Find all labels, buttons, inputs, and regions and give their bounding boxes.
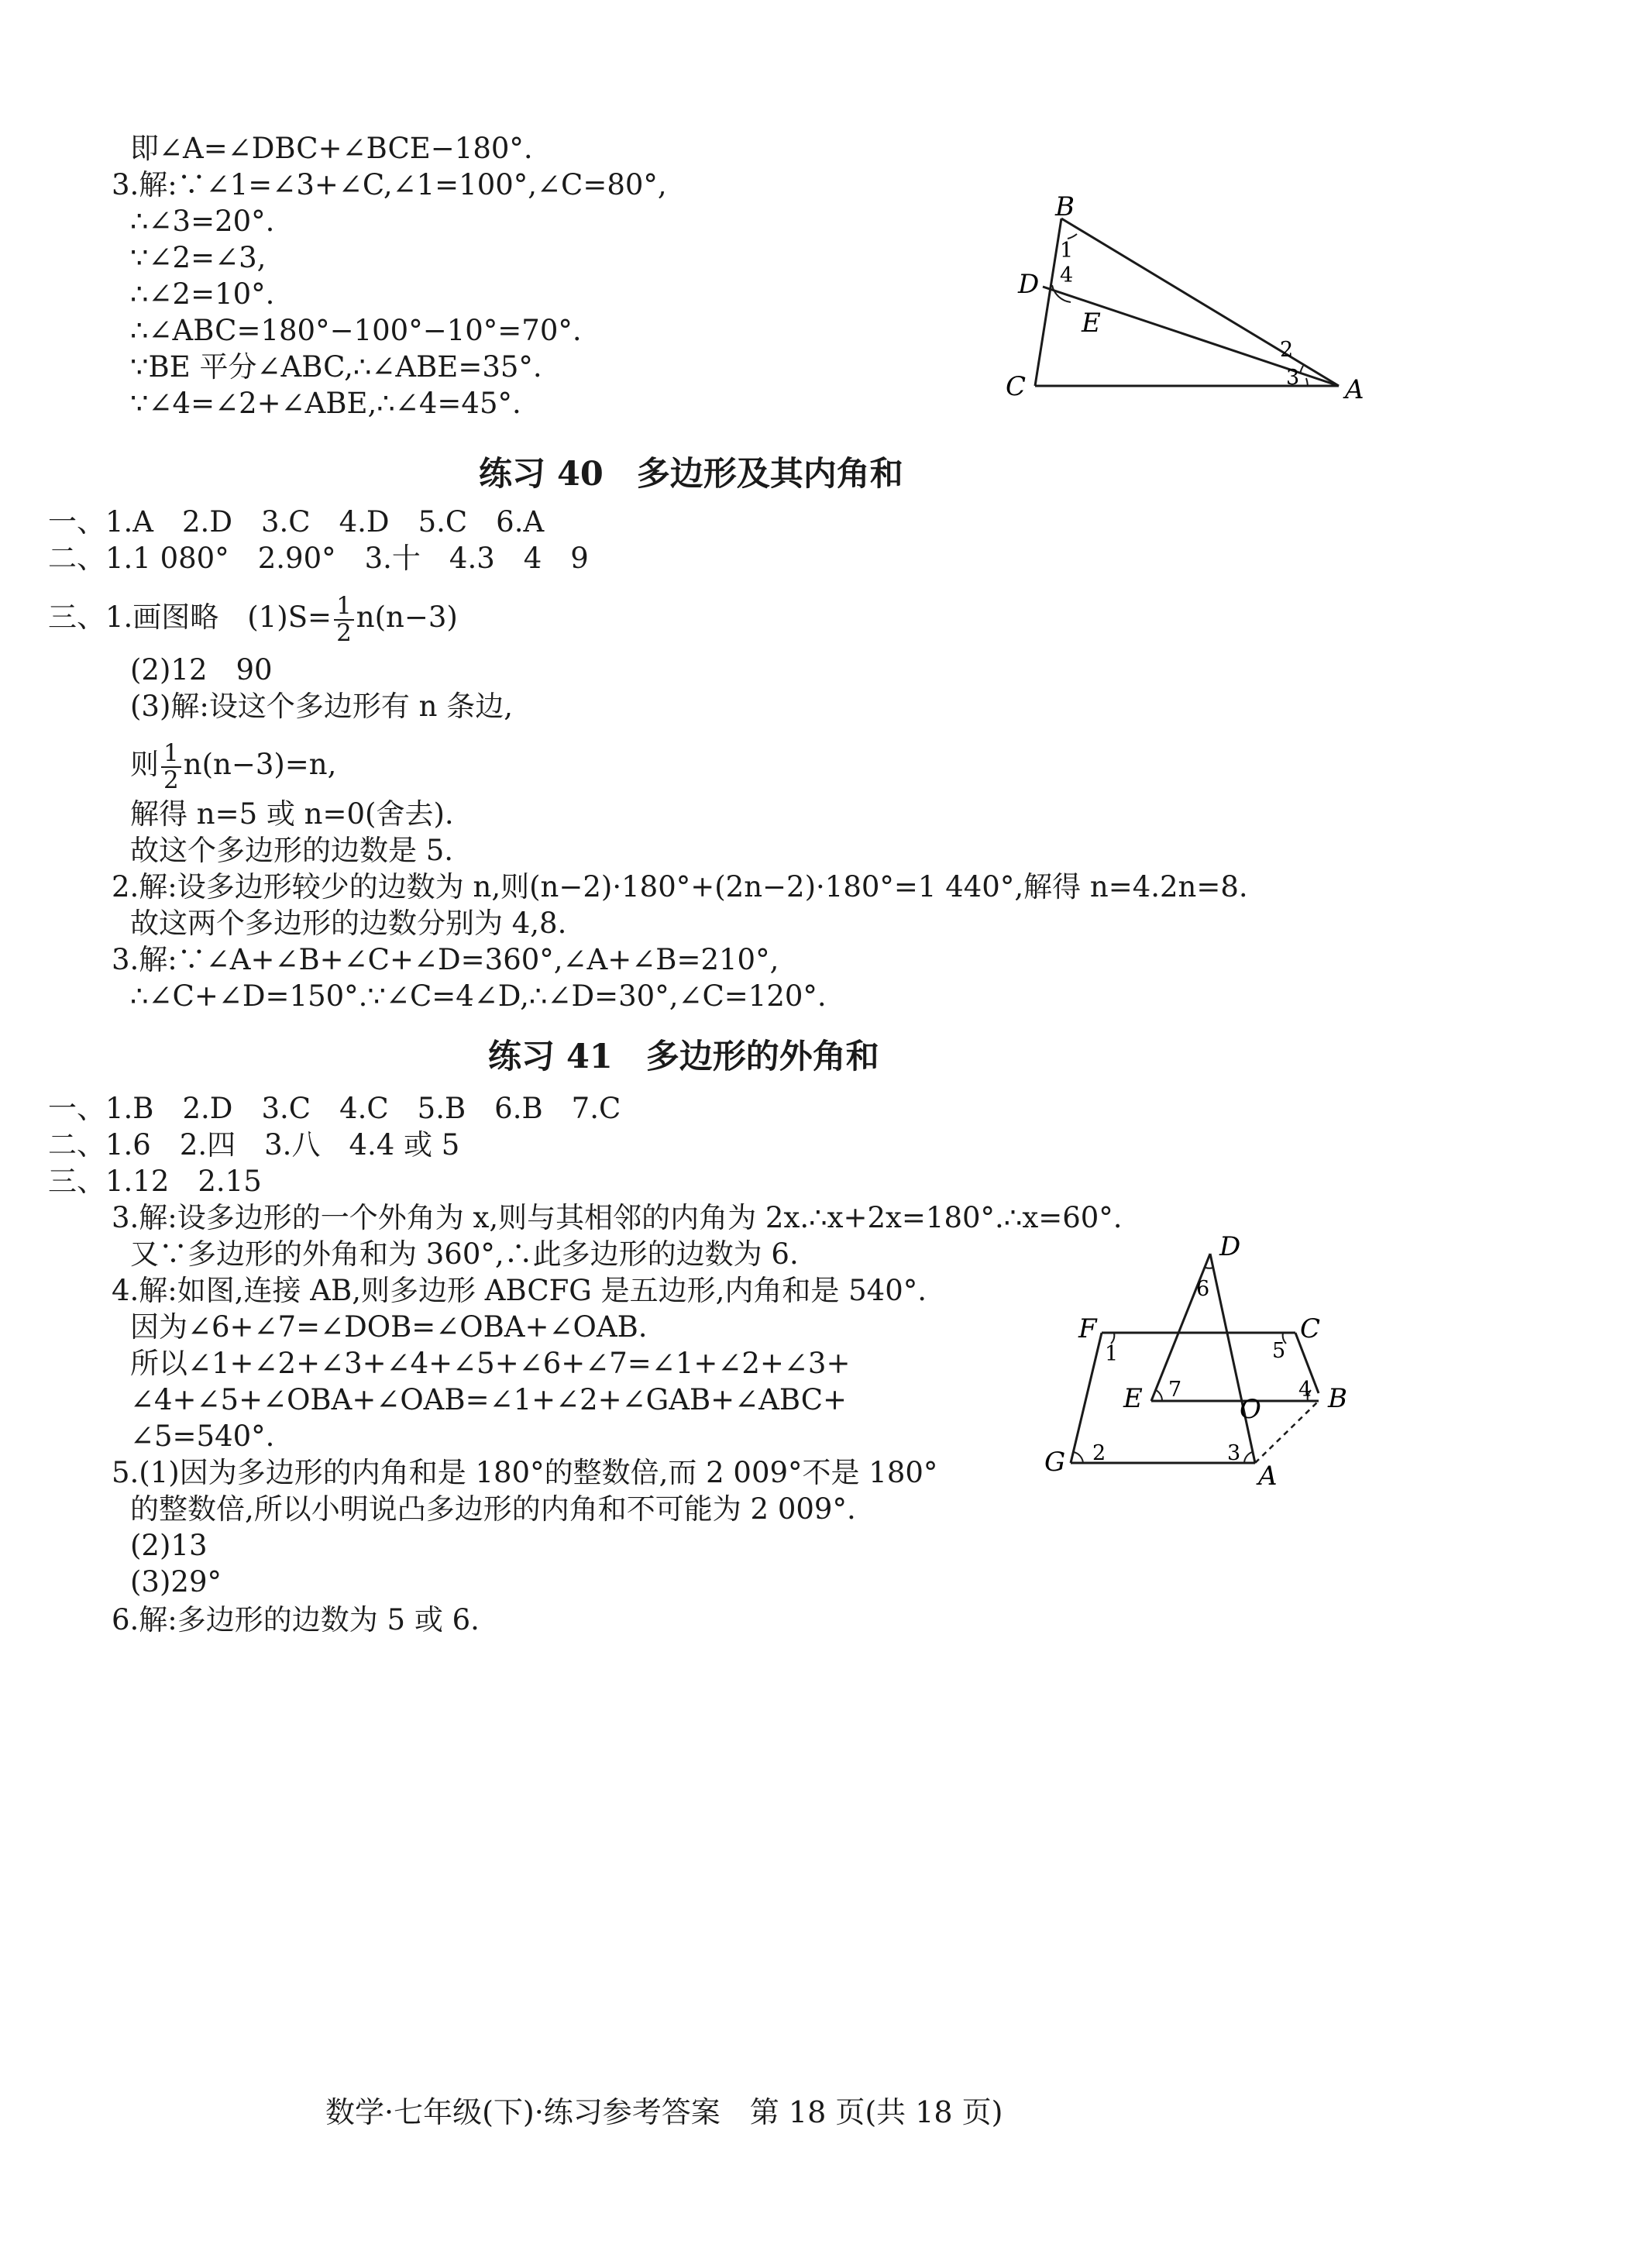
text-line: ∴∠2=10°. — [130, 277, 275, 311]
text-segment: n(n−3) — [356, 601, 458, 635]
angle-label-2: 2 — [1280, 338, 1294, 362]
angle-arc-2 — [1074, 1452, 1083, 1463]
text-line: 3.解:∵∠A+∠B+∠C+∠D=360°,∠A+∠B=210°, — [112, 943, 779, 976]
angle-label-3: 3 — [1286, 366, 1300, 390]
text-line: (2)13 — [130, 1529, 208, 1562]
text-line: (3)29° — [130, 1565, 222, 1599]
angle-label-5: 5 — [1272, 1339, 1286, 1363]
segment-ab-dashed — [1255, 1401, 1319, 1463]
point-label-a: A — [1258, 1461, 1278, 1492]
angle-arc-3 — [1244, 1452, 1252, 1463]
text-line: 因为∠6+∠7=∠DOB=∠OBA+∠OAB. — [130, 1310, 648, 1344]
text-line: 6.解:多边形的边数为 5 或 6. — [112, 1603, 480, 1636]
text-line: ∴∠3=20°. — [130, 205, 275, 238]
fraction-denominator: 2 — [163, 766, 179, 794]
text-line: ∠5=540°. — [130, 1420, 275, 1453]
point-label-o: O — [1240, 1394, 1261, 1425]
point-label-g: G — [1044, 1447, 1066, 1478]
text-line: 二、1.6 2.四 3.八 4.4 或 5 — [48, 1128, 460, 1162]
text-line: 三、1.12 2.15 — [48, 1165, 262, 1198]
text-line: (3)解:设这个多边形有 n 条边, — [130, 690, 513, 723]
segment-bc — [1035, 219, 1061, 386]
text-line: 故这两个多边形的边数分别为 4,8. — [130, 907, 567, 940]
fraction-denominator: 2 — [336, 618, 352, 647]
text-line: ∴∠C+∠D=150°.∵∠C=4∠D,∴∠D=30°,∠C=120°. — [130, 979, 827, 1013]
text-line: 4.解:如图,连接 AB,则多边形 ABCFG 是五边形,内角和是 540°. — [112, 1274, 927, 1307]
text-line: 的整数倍,所以小明说凸多边形的内角和不可能为 2 009°. — [130, 1492, 856, 1526]
angle-label-4: 4 — [1298, 1378, 1312, 1402]
angle-label-1: 1 — [1105, 1342, 1119, 1366]
text-segment: 三、1.画图略 (1)S= — [48, 601, 332, 635]
triangle-figure — [999, 191, 1379, 411]
text-line: 5.(1)因为多边形的内角和是 180°的整数倍,而 2 009°不是 180° — [112, 1456, 938, 1489]
text-segment: n(n−3)=n, — [183, 748, 337, 782]
text-line: 3.解:∵∠1=∠3+∠C,∠1=100°,∠C=80°, — [112, 168, 667, 201]
segment-da — [1210, 1254, 1255, 1463]
angle-label-4: 4 — [1060, 263, 1074, 287]
section-title-ex40: 练习 40 多边形及其内角和 — [479, 455, 903, 494]
text-line: 又∵多边形的外角和为 360°,∴此多边形的边数为 6. — [130, 1237, 799, 1271]
angle-label-6: 6 — [1196, 1277, 1210, 1301]
angle-label-2: 2 — [1092, 1441, 1106, 1465]
point-label-e: E — [1123, 1383, 1143, 1414]
point-label-b: B — [1328, 1383, 1347, 1414]
point-label-b: B — [1055, 191, 1075, 222]
text-line-with-fraction — [130, 741, 336, 793]
text-line: 3.解:设多边形的一个外角为 x,则与其相邻的内角为 2x.∴x+2x=180°.∴x=60°. — [112, 1201, 1123, 1234]
text-line: 故这个多边形的边数是 5. — [130, 834, 454, 867]
angle-arc-7 — [1156, 1390, 1162, 1401]
point-label-c: C — [1300, 1313, 1321, 1344]
fraction-one-half — [334, 594, 354, 645]
text-line-with-fraction — [48, 594, 458, 645]
page-footer: 数学·七年级(下)·练习参考答案 第 18 页(共 18 页) — [325, 2095, 1003, 2129]
text-line: ∠4+∠5+∠OBA+∠OAB=∠1+∠2+∠GAB+∠ABC+ — [130, 1383, 848, 1416]
text-segment: 则 — [130, 748, 159, 782]
text-line: ∴∠ABC=180°−100°−10°=70°. — [130, 314, 582, 347]
segment-ba — [1061, 219, 1339, 386]
text-line: 所以∠1+∠2+∠3+∠4+∠5+∠6+∠7=∠1+∠2+∠3+ — [130, 1347, 851, 1380]
fraction-one-half — [161, 741, 181, 793]
angle-label-7: 7 — [1168, 1378, 1182, 1402]
section-title-ex41: 练习 41 多边形的外角和 — [488, 1038, 879, 1076]
angle-label-1: 1 — [1060, 239, 1074, 263]
point-label-d: D — [1018, 269, 1040, 300]
point-label-d: D — [1219, 1231, 1241, 1262]
text-line: 二、1.1 080° 2.90° 3.十 4.3 4 9 — [48, 542, 589, 575]
text-line: (2)12 90 — [130, 653, 273, 687]
point-label-f: F — [1078, 1313, 1097, 1344]
fraction-numerator: 1 — [161, 741, 181, 768]
angle-label-3: 3 — [1227, 1441, 1241, 1465]
text-line: 解得 n=5 或 n=0(舍去). — [130, 797, 454, 831]
polygon-figure — [1030, 1231, 1364, 1492]
fraction-numerator: 1 — [334, 594, 354, 621]
text-line: ∵BE 平分∠ABC,∴∠ABE=35°. — [130, 350, 542, 384]
text-line: 一、1.B 2.D 3.C 4.C 5.B 6.B 7.C — [48, 1092, 621, 1125]
text-line: ∵∠2=∠3, — [130, 241, 267, 274]
text-line: ∵∠4=∠2+∠ABE,∴∠4=45°. — [130, 387, 521, 420]
point-label-e: E — [1082, 308, 1101, 339]
point-label-c: C — [1006, 371, 1027, 402]
point-label-a: A — [1345, 374, 1364, 405]
text-line: 即∠A=∠DBC+∠BCE−180°. — [130, 132, 533, 165]
text-line: 2.解:设多边形较少的边数为 n,则(n−2)·180°+(2n−2)·180°=1 440°,解得 n=4.2n=8. — [112, 870, 1248, 903]
text-line: 一、1.A 2.D 3.C 4.D 5.C 6.A — [48, 505, 545, 539]
